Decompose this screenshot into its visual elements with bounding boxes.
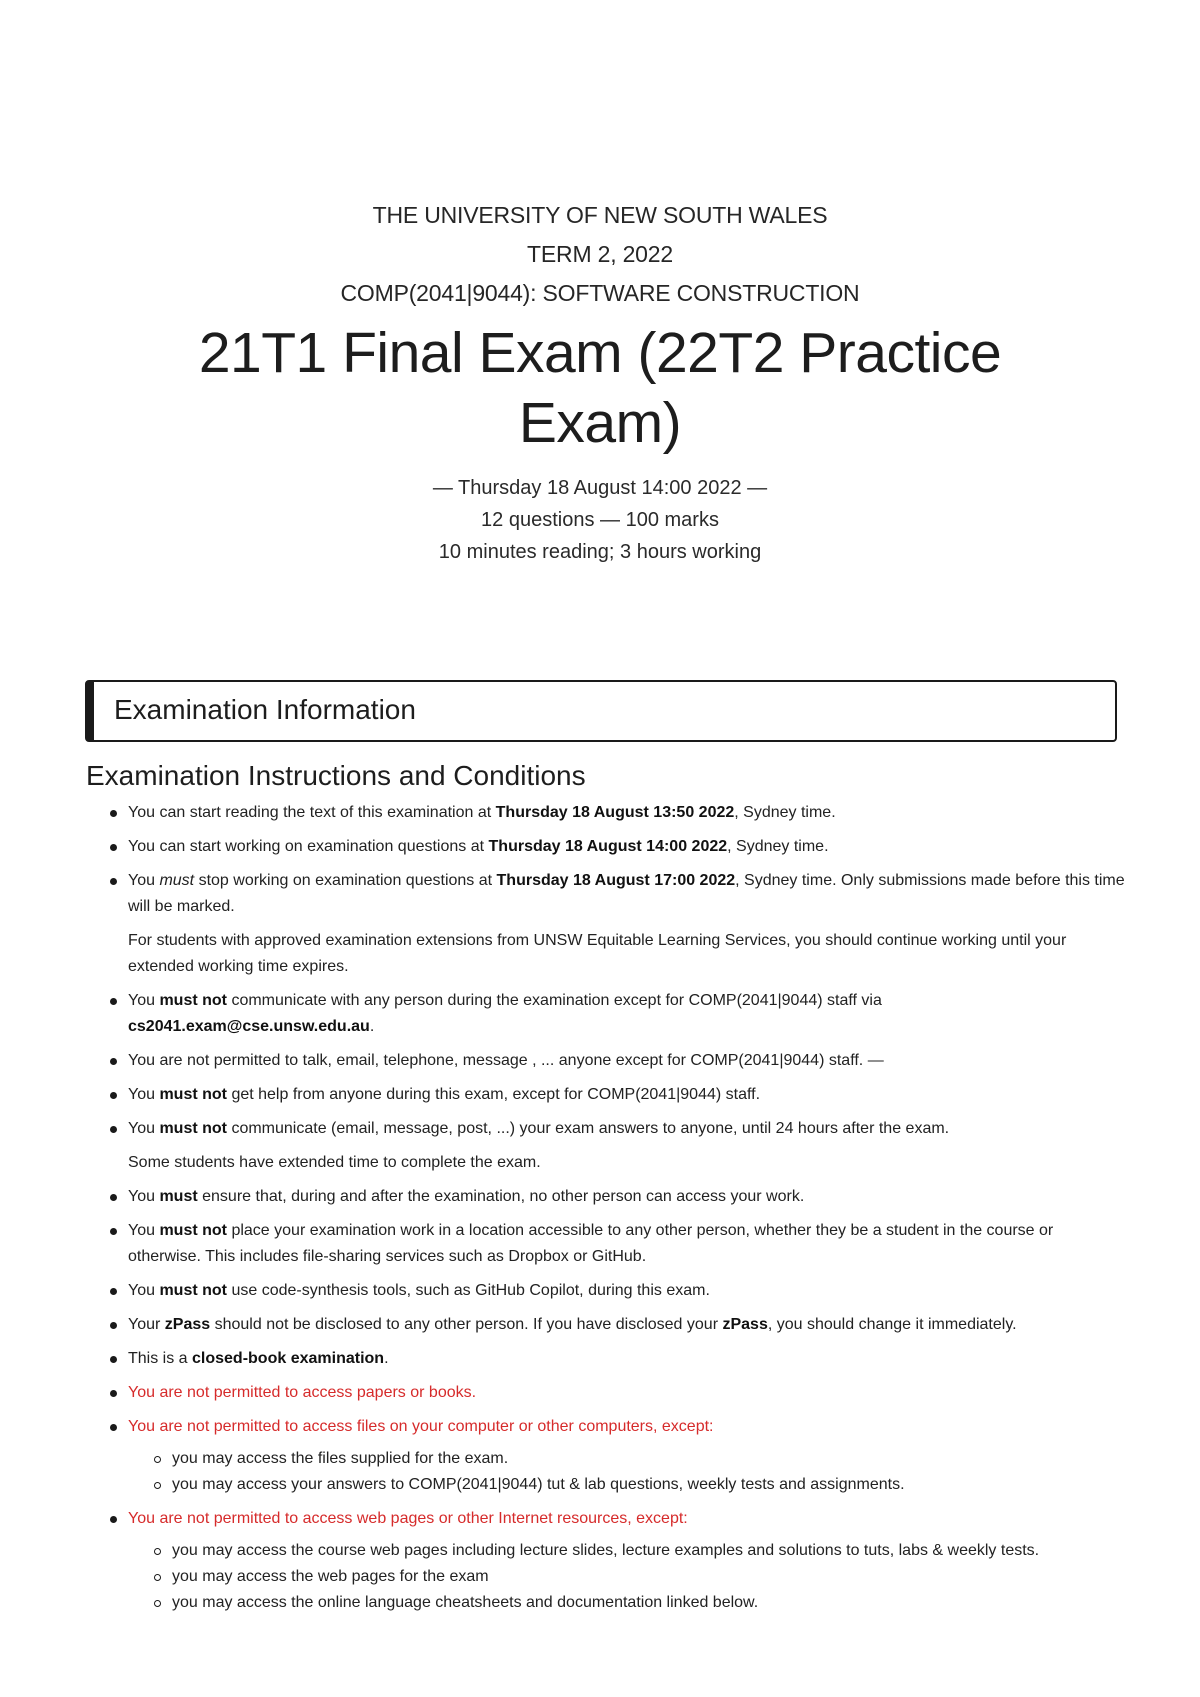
rule-no-files: You are not permitted to access files on your computer or other computers, except: you may access the files supplied for the exam. you may access your answers to COMP(2041|9044) tut & lab questions, weekly tests and assignments. <box>86 1414 1126 1498</box>
rule-no-talk: You are not permitted to talk, email, telephone, message , ... anyone except for COMP(2041|9044) staff. — <box>86 1048 1126 1074</box>
file-exceptions-list <box>128 1446 1126 1498</box>
rule-closed-book: This is a closed-book examination. <box>86 1346 1126 1372</box>
list-item: you may access the course web pages including lecture slides, lecture examples and solutions to tuts, labs & weekly tests. <box>128 1538 1126 1564</box>
staff-email: cs2041.exam@cse.unsw.edu.au <box>128 1018 370 1035</box>
web-exceptions-list <box>128 1538 1126 1616</box>
rule-no-public-location: You must not place your examination work in a location accessible to any other person, whether they be a student in the course or otherwise. This includes file-sharing services such as Dropbox or GitHub. <box>86 1218 1126 1270</box>
rule-zpass: Your zPass should not be disclosed to any other person. If you have disclosed your zPass, you should change it immediately. <box>86 1312 1126 1338</box>
list-item: you may access the web pages for the exam <box>128 1564 1126 1590</box>
section-header-box <box>85 680 1117 742</box>
rule-no-papers: You are not permitted to access papers or books. <box>86 1380 1126 1406</box>
rule-no-copilot: You must not use code-synthesis tools, such as GitHub Copilot, during this exam. <box>86 1278 1126 1304</box>
university-name: THE UNIVERSITY OF NEW SOUTH WALES <box>372 202 828 228</box>
list-item: you may access the files supplied for the exam. <box>128 1446 1126 1472</box>
rule-reading-start: You can start reading the text of this examination at Thursday 18 August 13:50 2022, Sydney time. <box>86 800 1126 826</box>
rule-extended-time-note: Some students have extended time to complete the exam. <box>128 1154 541 1171</box>
rule-no-web: You are not permitted to access web pages or other Internet resources, except: you may access the course web pages including lecture slides, lecture examples and solutions to tuts, labs & weekly tests. you may access the web pages for the exam you may access the online language cheatsheets and documentation linked below. <box>86 1506 1126 1616</box>
exam-header <box>0 196 1200 568</box>
list-item: you may access your answers to COMP(2041|9044) tut & lab questions, weekly tests and assignments. <box>128 1472 1126 1498</box>
rule-working-start: You can start working on examination questions at Thursday 18 August 14:00 2022, Sydney time. <box>86 834 1126 860</box>
rule-protect-work: You must ensure that, during and after the examination, no other person can access your work. <box>86 1184 1126 1210</box>
exam-date: — Thursday 18 August 14:00 2022 — <box>432 477 768 499</box>
exam-duration: 10 minutes reading; 3 hours working <box>438 541 762 563</box>
instructions-heading: Examination Instructions and Conditions <box>86 760 586 791</box>
course-line: COMP(2041|9044): SOFTWARE CONSTRUCTION <box>340 280 860 306</box>
exam-meta <box>0 472 1200 568</box>
rule-stop-working: You must stop working on examination questions at Thursday 18 August 17:00 2022, Sydney time. Only submissions made before this time will be marked. For students with approved examination extensions from UNSW Equitable Learning Services, you should continue working until your extended working time expires. <box>86 868 1126 980</box>
exam-title: 21T1 Final Exam (22T2 Practice Exam) <box>198 321 1002 455</box>
rules-container <box>86 800 1126 1624</box>
rule-no-share-answers: You must not communicate (email, message, post, ...) your exam answers to anyone, until 24 hours after the exam. Some students have extended time to complete the exam. <box>86 1116 1126 1176</box>
rule-no-help: You must not get help from anyone during this exam, except for COMP(2041|9044) staff. <box>86 1082 1126 1108</box>
rule-no-communication: You must not communicate with any person during the examination except for COMP(2041|9044) staff via cs2041.exam@cse.unsw.edu.au. <box>86 988 1126 1040</box>
section-title: Examination Information <box>114 694 416 725</box>
term-line: TERM 2, 2022 <box>527 241 673 267</box>
list-item: you may access the online language cheatsheets and documentation linked below. <box>128 1590 1126 1616</box>
rule-extension-note: For students with approved examination extensions from UNSW Equitable Learning Services, you should continue working until your extended working time expires. <box>128 932 1067 975</box>
exam-questions: 12 questions — 100 marks <box>481 509 719 531</box>
rule-list <box>86 800 1126 1616</box>
